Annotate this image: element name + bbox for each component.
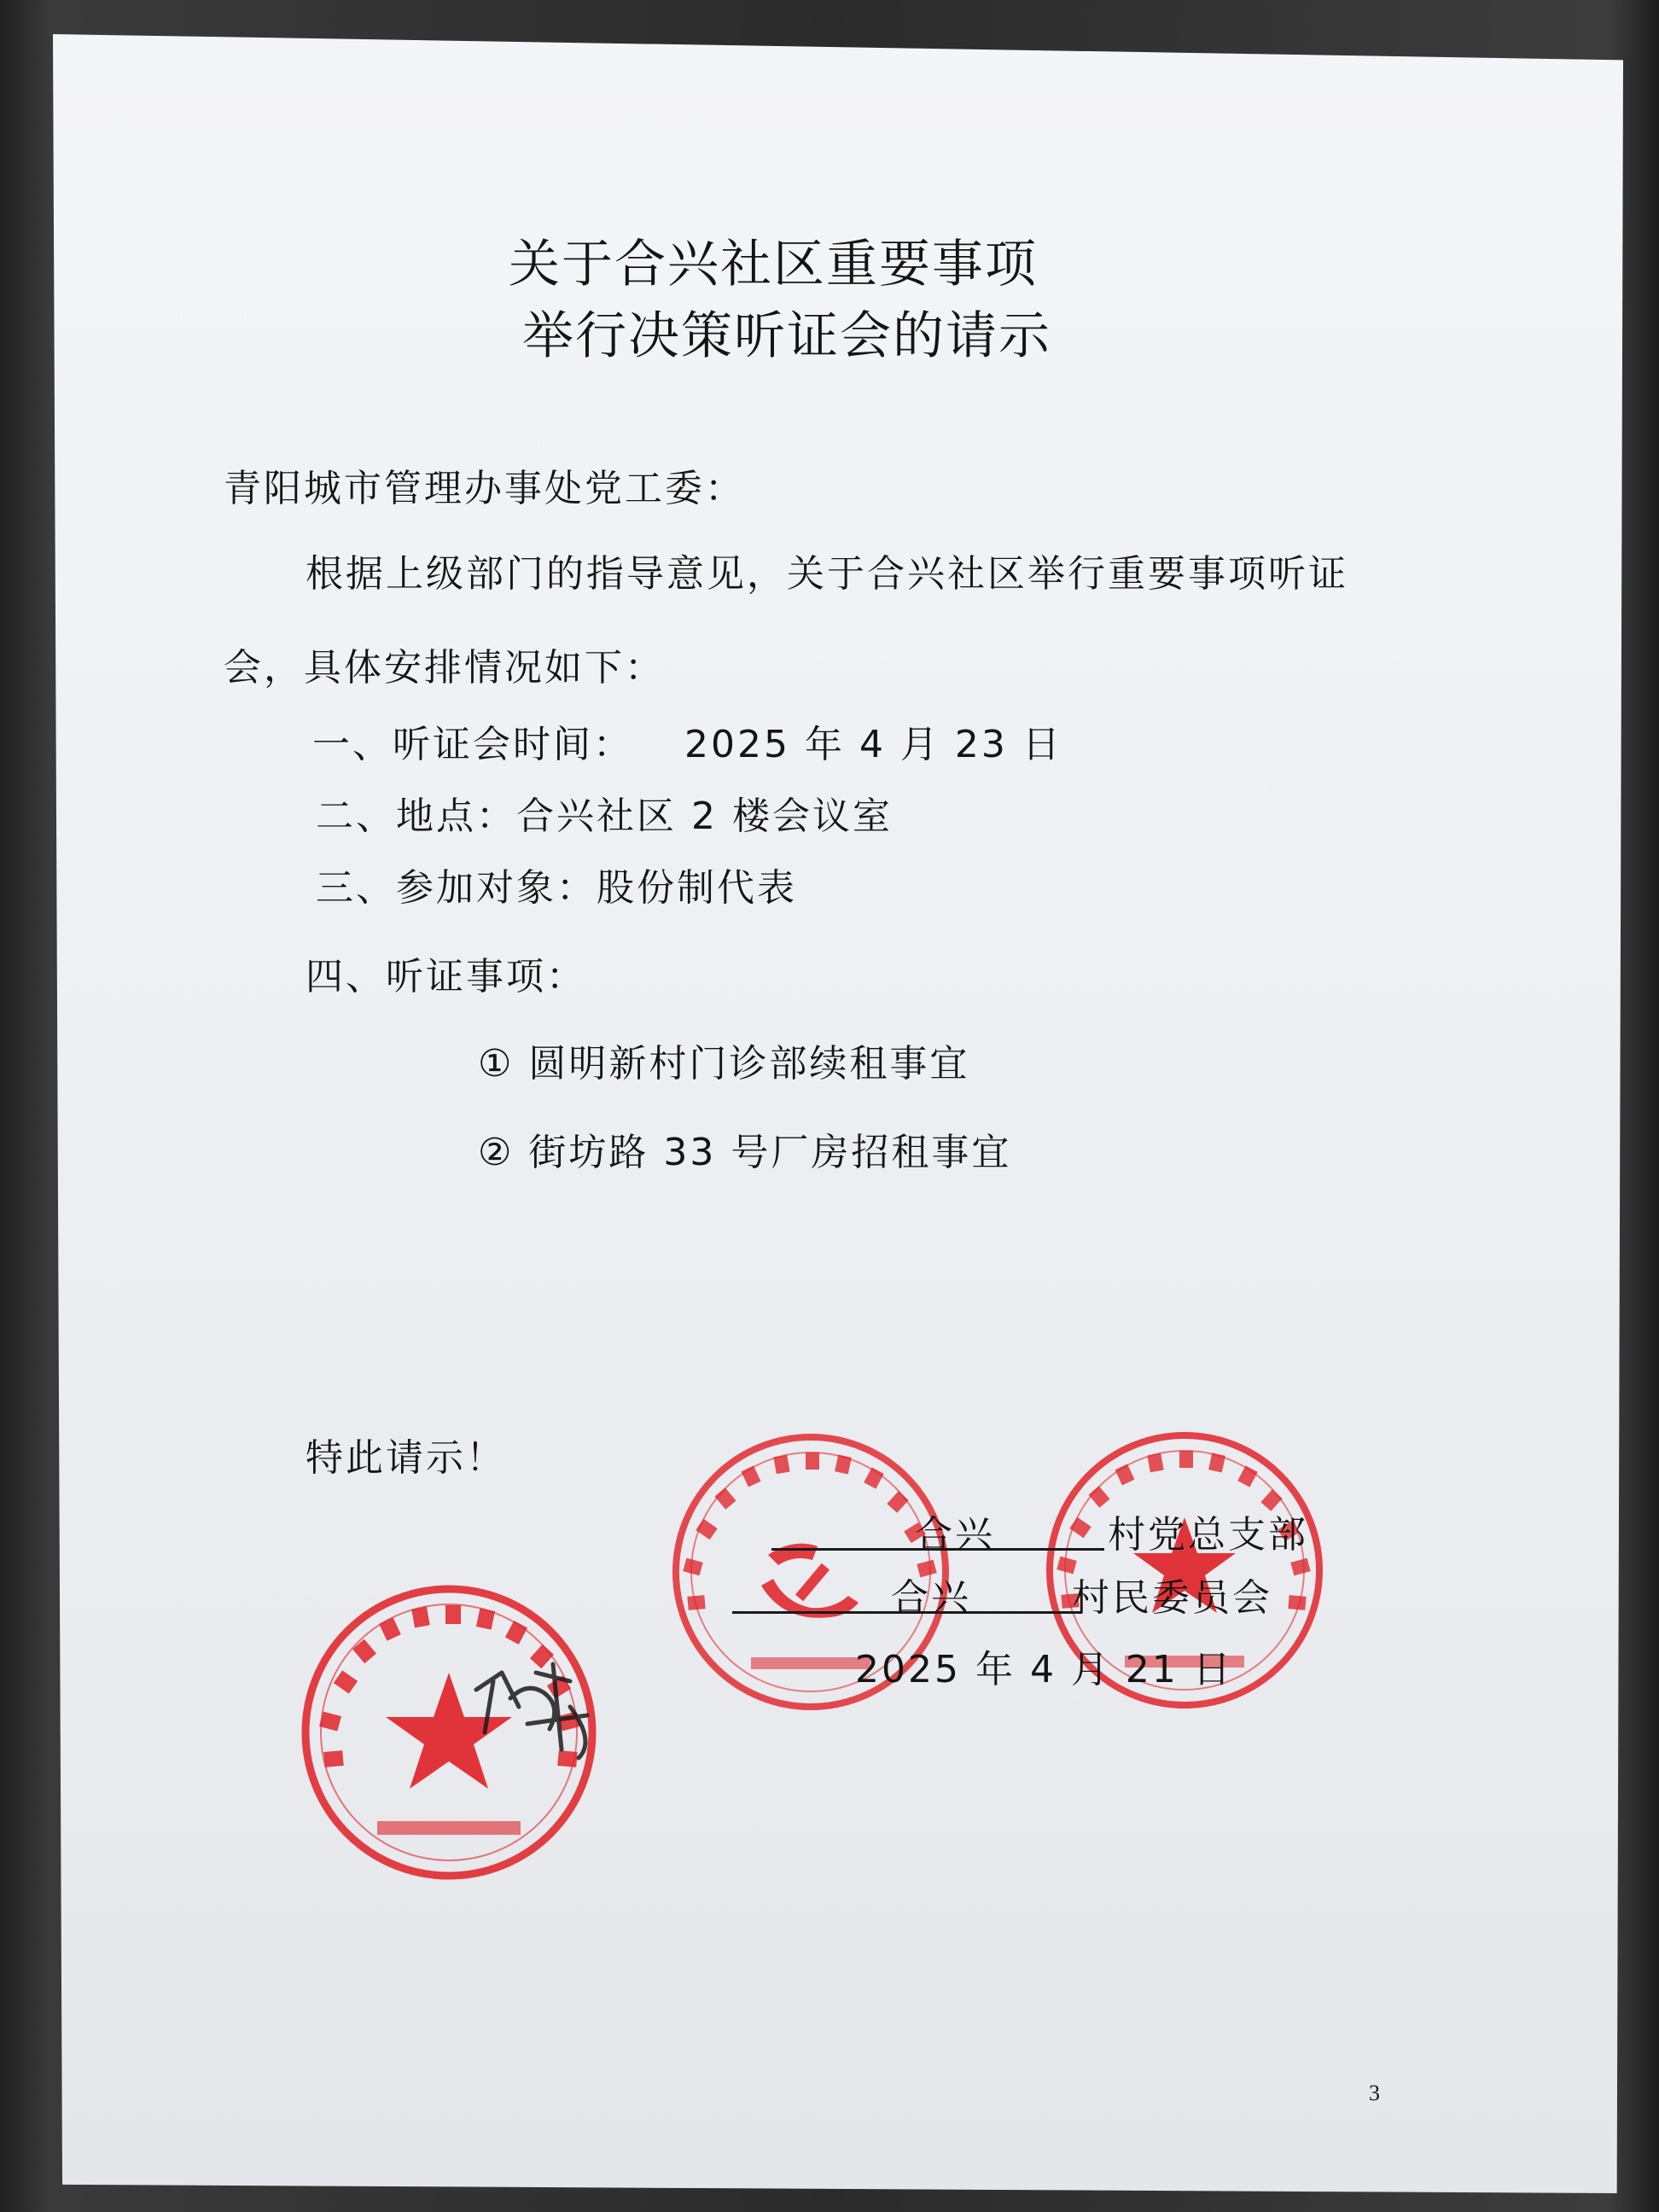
- page-number: 3: [1369, 2081, 1380, 2105]
- signer-2-name: 合兴: [891, 1576, 971, 1620]
- handwritten-signature: [468, 1656, 604, 1767]
- addressee: 青阳城市管理办事处党工委：: [224, 467, 745, 510]
- hearing-matter-2: ② 街坊路 33 号厂房招租事宜: [478, 1131, 1012, 1174]
- signer-2-org: 村民委员会: [1072, 1576, 1272, 1620]
- hearing-matter-1: ① 圆明新村门诊部续租事宜: [478, 1042, 970, 1086]
- intro-line-2: 会，具体安排情况如下：: [224, 646, 665, 690]
- intro-line-1: 根据上级部门的指导意见，关于合兴社区举行重要事项听证: [306, 552, 1348, 596]
- item-time-label: 一、听证会时间：: [312, 723, 633, 766]
- item-hearing-matters: 四、听证事项：: [306, 955, 586, 998]
- signer-1-org: 村党总支部: [1108, 1513, 1308, 1557]
- signer-1-name: 合兴: [915, 1513, 995, 1557]
- item-location: 二、地点：合兴社区 2 楼会议室: [316, 795, 893, 838]
- item-time-value: 2025 年 4 月 23 日: [684, 723, 1062, 766]
- closing-remark: 特此请示！: [306, 1436, 506, 1480]
- item-participants: 三、参加对象：股份制代表: [316, 866, 797, 910]
- document-title-line1: 关于合兴社区重要事项: [509, 235, 1038, 294]
- signature-date: 2025 年 4 月 21 日: [855, 1648, 1233, 1691]
- document-title-line2: 举行决策听证会的请示: [522, 306, 1051, 366]
